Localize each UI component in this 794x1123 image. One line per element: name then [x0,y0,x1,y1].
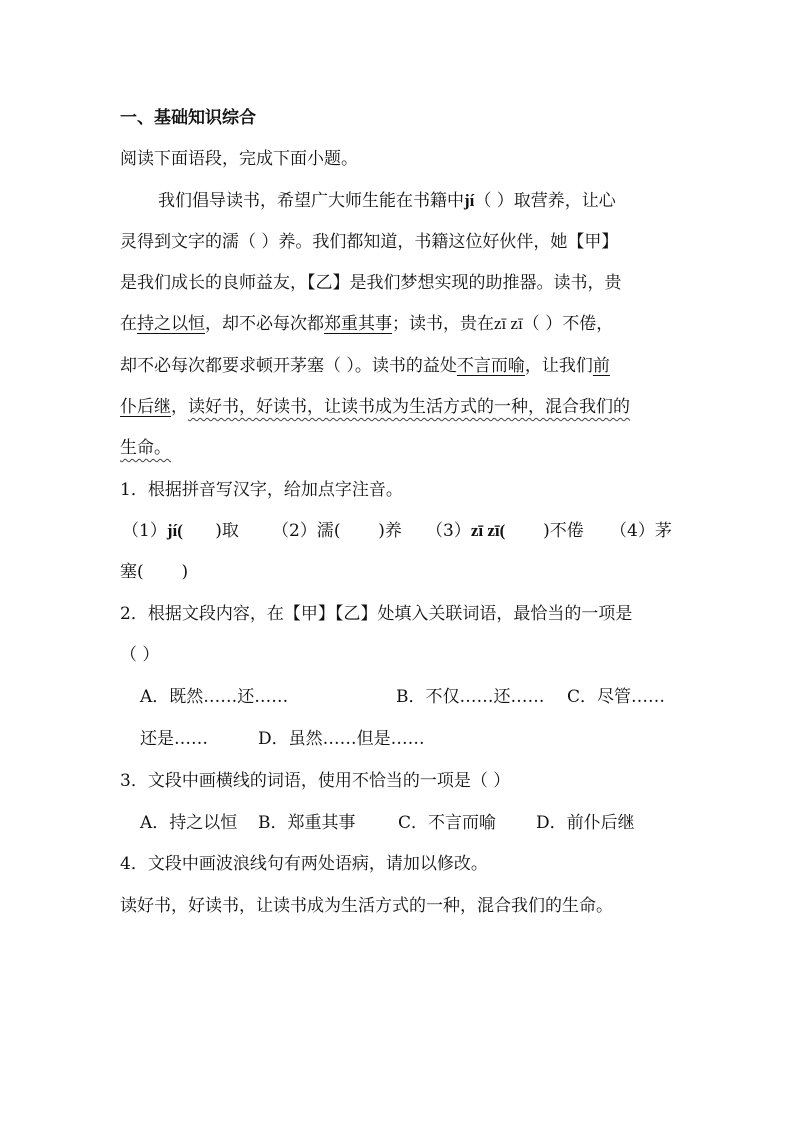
underlined-word-4-start: 前 [592,356,610,376]
q1-item-4: （4）茅 [610,521,672,541]
question-1-items [122,520,239,542]
wavy-sentence-part-1: 读好书，好读书，让读书成为生活方式的一种，混合我们的 [188,397,630,417]
pinyin-ji: jí [464,191,475,210]
underlined-word-4-end: 仆后继 [120,397,171,417]
q2-option-b: B．不仅……还…… [396,687,545,707]
underlined-word-3: 不言而喻 [456,356,525,376]
q3-option-b: B．郑重其事 [258,813,356,833]
q2-option-c: C．尽管…… [567,687,666,707]
underlined-word-2: 郑重其事 [324,314,392,334]
passage-text: ， [171,397,188,417]
q1-item-2: （2）濡( )养 [272,521,402,541]
q2-option-d: D．虽然……但是…… [258,729,425,749]
q1-item-1-rest: )取 [182,521,239,541]
passage-line-3: 是我们成长的良师益友，【乙】是我们梦想实现的助推器。读书，贵 [120,273,622,293]
passage-line-4 [120,313,613,335]
instruction-text: 阅读下面语段，完成下面小题。 [120,149,358,169]
q1-item-3-label: （3） [426,521,471,541]
question-4-stem: 4．文段中画波浪线句有两处语病，请加以修改。 [120,854,488,874]
passage-line-2: 灵得到文字的濡（ ）养。我们都知道，书籍这位好伙伴，她【甲】 [120,232,619,252]
question-4-sentence: 读好书，好读书，让读书成为生活方式的一种，混合我们的生命。 [120,896,613,916]
passage-text: ，却不必每次都 [205,314,324,334]
question-2-bracket: （ ） [120,645,160,665]
passage-text: （ ）不倦， [522,314,614,334]
q3-option-a: A．持之以恒 [140,813,238,833]
q1-item-3-rest: )不倦 [505,521,584,541]
passage-text: ，让我们 [524,356,593,376]
q3-option-c: C．不言而喻 [398,813,497,833]
passage-text: 我们倡导读书，希望广大师生能在书籍中 [158,191,464,211]
passage-line-7 [120,437,171,459]
passage-text: 在 [120,314,137,334]
question-2-stem: 2．根据文段内容，在【甲】【乙】处填入关联词语，最恰当的一项是 [120,604,633,624]
passage-line-1 [158,190,616,212]
q1-item-3-pinyin: zī zī( [470,521,506,540]
q1-item-1-label: （1） [122,521,167,541]
q2-option-a: A．既然……还…… [140,687,289,707]
passage-line-6 [120,396,630,418]
question-3-stem: 3．文段中画横线的词语，使用不恰当的一项是（ ） [120,771,511,791]
passage-text: ；读书，贵在 [392,314,494,334]
q1-item-3 [426,520,584,542]
q2-option-c-continued: 还是…… [140,729,208,749]
passage-line-5 [120,355,610,377]
q3-option-d: D．前仆后继 [536,813,635,833]
wavy-sentence-part-2: 生命。 [120,438,171,458]
q1-item-4-continued: 塞( ) [120,562,189,582]
underlined-word-1: 持之以恒 [137,314,205,334]
passage-text: （ ）取营养，让心 [474,191,616,211]
pinyin-zizi: zī zī [494,314,523,333]
question-1-stem: 1．根据拼音写汉字，给加点字注音。 [120,480,403,500]
q1-item-1-pinyin: jí( [166,521,183,540]
section-title: 一、基础知识综合 [120,108,256,128]
passage-text: 却不必每次都要求顿开茅塞（ ）。读书的益处 [120,356,457,376]
